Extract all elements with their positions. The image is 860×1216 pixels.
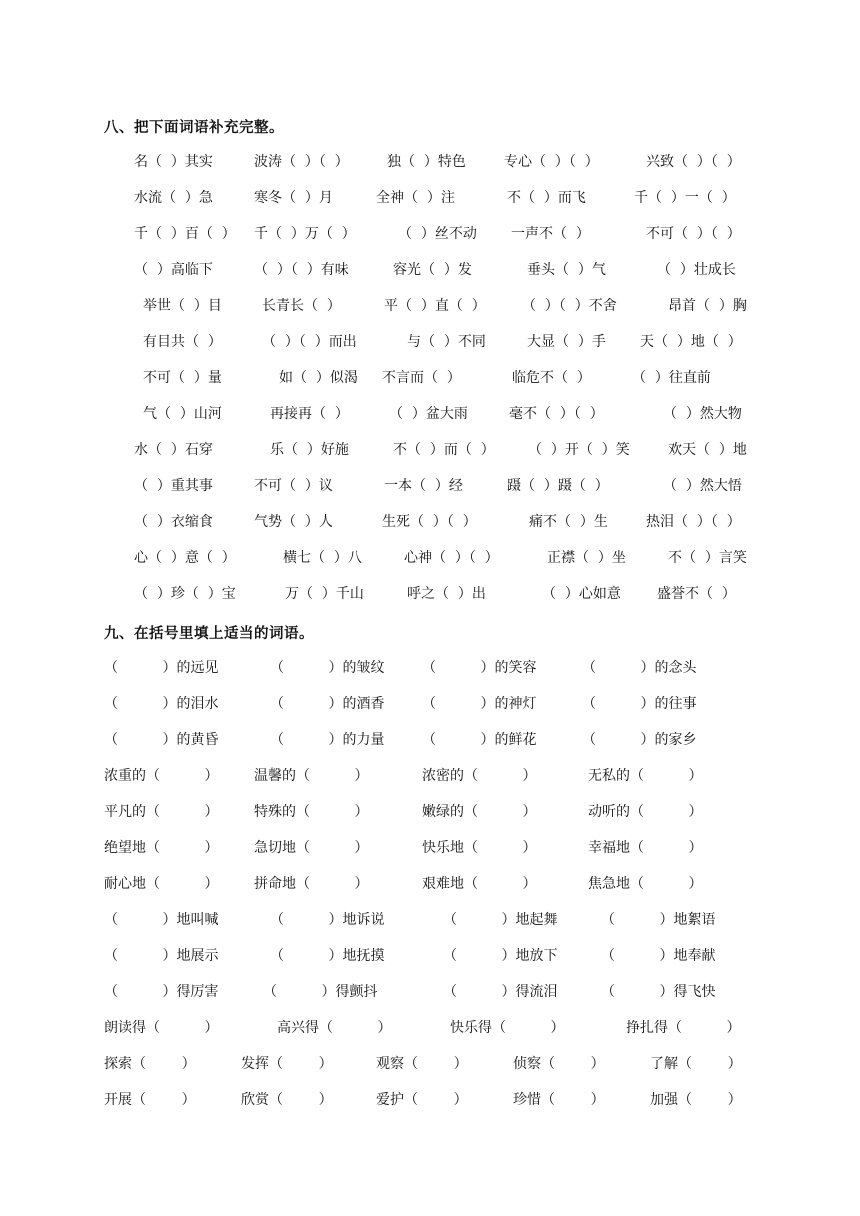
s8-row	[0, 476, 860, 496]
s8-fill-item: 如（ ）似渴	[279, 370, 358, 386]
s9-fill-item: 幸福地（ ）	[588, 840, 703, 856]
s8-fill-item: 一本（ ）经	[384, 478, 463, 494]
s8-fill-item: 横七（ ）八	[283, 550, 362, 566]
s8-fill-item: 与（ ）不同	[407, 334, 486, 350]
s8-fill-item: （ ）衣缩食	[134, 514, 213, 530]
s8-fill-item: （ ）往直前	[632, 370, 711, 386]
s9-fill-item: 艰难地（ ）	[422, 876, 537, 892]
s8-fill-item: 垂头（ ）气	[527, 262, 606, 278]
s8-fill-item: 痛不（ ）生	[529, 514, 608, 530]
s8-fill-item: 不可（ ）议	[254, 478, 333, 494]
s9-fill-item: （ ）的家乡	[582, 732, 697, 748]
s9-fill-item: 快乐地（ ）	[422, 840, 537, 856]
s8-row	[0, 332, 860, 352]
s8-fill-item: （ ）壮成长	[657, 262, 736, 278]
s8-row	[0, 188, 860, 208]
s8-fill-item: 兴致（ ）（ ）	[646, 154, 741, 170]
s9-fill-item: 无私的（ ）	[588, 768, 703, 784]
s8-row	[0, 548, 860, 568]
s8-fill-item: 全神（ ）注	[376, 190, 455, 206]
s8-fill-item: 昂首（ ）胸	[668, 298, 747, 314]
s9-fill-item: 急切地（ ）	[254, 840, 369, 856]
s8-row	[0, 368, 860, 388]
s8-row	[0, 512, 860, 532]
s8-fill-item: 水（ ）石穿	[134, 442, 213, 458]
s9-fill-item: 特殊的（ ）	[254, 804, 369, 820]
s9-fill-item: （ ）的往事	[582, 696, 697, 712]
s8-fill-item: 寒冬（ ）月	[254, 190, 333, 206]
s9-row	[0, 658, 860, 678]
s9-fill-item: 朗读得（ ）	[104, 1020, 219, 1036]
s9-fill-item: （ ）地抚摸	[270, 948, 385, 964]
s9-row	[0, 838, 860, 858]
s9-fill-item: （ ）的泪水	[104, 696, 219, 712]
s8-fill-item: （ ）心如意	[542, 586, 621, 602]
s8-fill-item: 不可（ ）（ ）	[646, 226, 741, 242]
s9-row	[0, 802, 860, 822]
s9-fill-item: 浓重的（ ）	[104, 768, 219, 784]
s8-fill-item: 盛誉不（ ）	[657, 586, 736, 602]
section-8-heading: 八、把下面词语补充完整。	[104, 120, 284, 136]
s9-fill-item: （ ）的远见	[104, 660, 219, 676]
s8-fill-item: （ ）（ ）不舍	[522, 298, 617, 314]
s9-fill-item: （ ）地奉献	[601, 948, 716, 964]
s9-row	[0, 1018, 860, 1038]
s8-fill-item: 不（ ）而飞	[507, 190, 586, 206]
s9-row	[0, 766, 860, 786]
s8-fill-item: 热泪（ ）（ ）	[646, 514, 741, 530]
s8-fill-item: 呼之（ ）出	[407, 586, 486, 602]
s9-fill-item: 绝望地（ ）	[104, 840, 219, 856]
s9-fill-item: 了解（ ）	[650, 1056, 742, 1072]
s9-fill-item: （ ）地絮语	[601, 912, 716, 928]
s8-fill-item: 波涛（ ）（ ）	[254, 154, 349, 170]
s8-fill-item: （ ）珍（ ）宝	[134, 586, 236, 602]
s9-fill-item: （ ）的力量	[270, 732, 385, 748]
s8-fill-item: 大显（ ）手	[527, 334, 606, 350]
s9-fill-item: （ ）得流泪	[443, 984, 558, 1000]
s8-row	[0, 584, 860, 604]
s8-fill-item: 心（ ）意（ ）	[134, 550, 236, 566]
s9-fill-item: 探索（ ）	[104, 1056, 196, 1072]
s9-fill-item: （ ）的酒香	[270, 696, 385, 712]
s8-row	[0, 260, 860, 280]
s8-fill-item: 千（ ）万（ ）	[254, 226, 356, 242]
s9-fill-item: （ ）的黄昏	[104, 732, 219, 748]
s9-fill-item: 温馨的（ ）	[254, 768, 369, 784]
s9-fill-item: （ ）的念头	[582, 660, 697, 676]
s8-fill-item: 一声不（ ）	[511, 226, 590, 242]
s8-fill-item: 有目共（ ）	[143, 334, 222, 350]
s9-row	[0, 730, 860, 750]
s8-fill-item: 千（ ）一（ ）	[634, 190, 736, 206]
s8-fill-item: 乐（ ）好施	[270, 442, 349, 458]
s9-fill-item: 发挥（ ）	[241, 1056, 333, 1072]
s9-fill-item: （ ）地放下	[443, 948, 558, 964]
s8-row	[0, 224, 860, 244]
section-9-heading: 九、在括号里填上适当的词语。	[104, 626, 314, 642]
s8-fill-item: 气势（ ）人	[254, 514, 333, 530]
s9-fill-item: （ ）得厉害	[104, 984, 219, 1000]
s9-fill-item: 快乐得（ ）	[450, 1020, 565, 1036]
s8-fill-item: 千（ ）百（ ）	[134, 226, 236, 242]
s9-fill-item: （ ）地叫喊	[104, 912, 219, 928]
s8-fill-item: 万（ ）千山	[285, 586, 364, 602]
s8-fill-item: 欢天（ ）地	[668, 442, 747, 458]
s8-fill-item: 正襟（ ）坐	[547, 550, 626, 566]
s8-fill-item: 平（ ）直（ ）	[384, 298, 486, 314]
s8-fill-item: 天（ ）地（ ）	[640, 334, 742, 350]
s8-fill-item: 名（ ）其实	[134, 154, 213, 170]
s8-fill-item: 专心（ ）（ ）	[504, 154, 599, 170]
s9-fill-item: （ ）的皱纹	[270, 660, 385, 676]
s8-fill-item: （ ）然大物	[663, 406, 742, 422]
s9-fill-item: （ ）得飞快	[601, 984, 716, 1000]
s8-fill-item: 不言而（ ）	[382, 370, 461, 386]
s8-fill-item: 蹑（ ）蹑（ ）	[507, 478, 609, 494]
s8-fill-item: 不可（ ）量	[143, 370, 222, 386]
s8-fill-item: （ ）高临下	[134, 262, 213, 278]
s9-fill-item: 高兴得（ ）	[277, 1020, 392, 1036]
s8-fill-item: 气（ ）山河	[143, 406, 222, 422]
s8-fill-item: 独（ ）特色	[387, 154, 466, 170]
s9-fill-item: 开展（ ）	[104, 1092, 196, 1108]
s8-fill-item: （ ）开（ ）笑	[528, 442, 630, 458]
s8-row	[0, 152, 860, 172]
s9-fill-item: 浓密的（ ）	[422, 768, 537, 784]
s9-fill-item: （ ）地诉说	[270, 912, 385, 928]
s9-fill-item: （ ）的神灯	[422, 696, 537, 712]
s9-fill-item: 欣赏（ ）	[241, 1092, 333, 1108]
s9-fill-item: 珍惜（ ）	[513, 1092, 605, 1108]
s8-fill-item: （ ）然大悟	[663, 478, 742, 494]
s8-fill-item: （ ）（ ）而出	[262, 334, 357, 350]
s9-row	[0, 982, 860, 1002]
s8-fill-item: 长青长（ ）	[262, 298, 341, 314]
s9-row	[0, 910, 860, 930]
s9-row	[0, 1090, 860, 1110]
s9-fill-item: （ ）地展示	[104, 948, 219, 964]
s9-fill-item: 平凡的（ ）	[104, 804, 219, 820]
s8-fill-item: 临危不（ ）	[512, 370, 591, 386]
s8-fill-item: （ ）（ ）有味	[254, 262, 349, 278]
s8-fill-item: （ ）重其事	[134, 478, 213, 494]
s8-fill-item: 再接再（ ）	[270, 406, 349, 422]
s9-fill-item: 爱护（ ）	[376, 1092, 468, 1108]
s8-fill-item: 心神（ ）（ ）	[404, 550, 499, 566]
s8-fill-item: 生死（ ）（ ）	[382, 514, 477, 530]
s9-fill-item: 拼命地（ ）	[254, 876, 369, 892]
s9-fill-item: （ ）的鲜花	[422, 732, 537, 748]
s8-fill-item: 水流（ ）急	[134, 190, 213, 206]
s9-fill-item: （ ）地起舞	[443, 912, 558, 928]
s9-fill-item: 挣扎得（ ）	[626, 1020, 741, 1036]
s9-fill-item: 加强（ ）	[650, 1092, 742, 1108]
s9-row	[0, 1054, 860, 1074]
s9-fill-item: 侦察（ ）	[513, 1056, 605, 1072]
s8-fill-item: 举世（ ）目	[143, 298, 222, 314]
s9-fill-item: 观察（ ）	[376, 1056, 468, 1072]
s9-fill-item: （ ）得颤抖	[263, 984, 378, 1000]
s8-row	[0, 296, 860, 316]
s8-fill-item: （ ）丝不动	[398, 226, 477, 242]
s9-row	[0, 694, 860, 714]
s9-row	[0, 874, 860, 894]
s8-fill-item: （ ）盆大雨	[389, 406, 468, 422]
s9-fill-item: 耐心地（ ）	[104, 876, 219, 892]
s9-fill-item: 动听的（ ）	[588, 804, 703, 820]
s8-row	[0, 404, 860, 424]
s8-fill-item: 毫不（ ）（ ）	[509, 406, 604, 422]
s9-row	[0, 946, 860, 966]
s9-fill-item: 焦急地（ ）	[588, 876, 703, 892]
s9-fill-item: （ ）的笑容	[422, 660, 537, 676]
s8-fill-item: 不（ ）而（ ）	[393, 442, 495, 458]
s9-fill-item: 嫩绿的（ ）	[422, 804, 537, 820]
s8-fill-item: 容光（ ）发	[393, 262, 472, 278]
s8-row	[0, 440, 860, 460]
s8-fill-item: 不（ ）言笑	[668, 550, 747, 566]
